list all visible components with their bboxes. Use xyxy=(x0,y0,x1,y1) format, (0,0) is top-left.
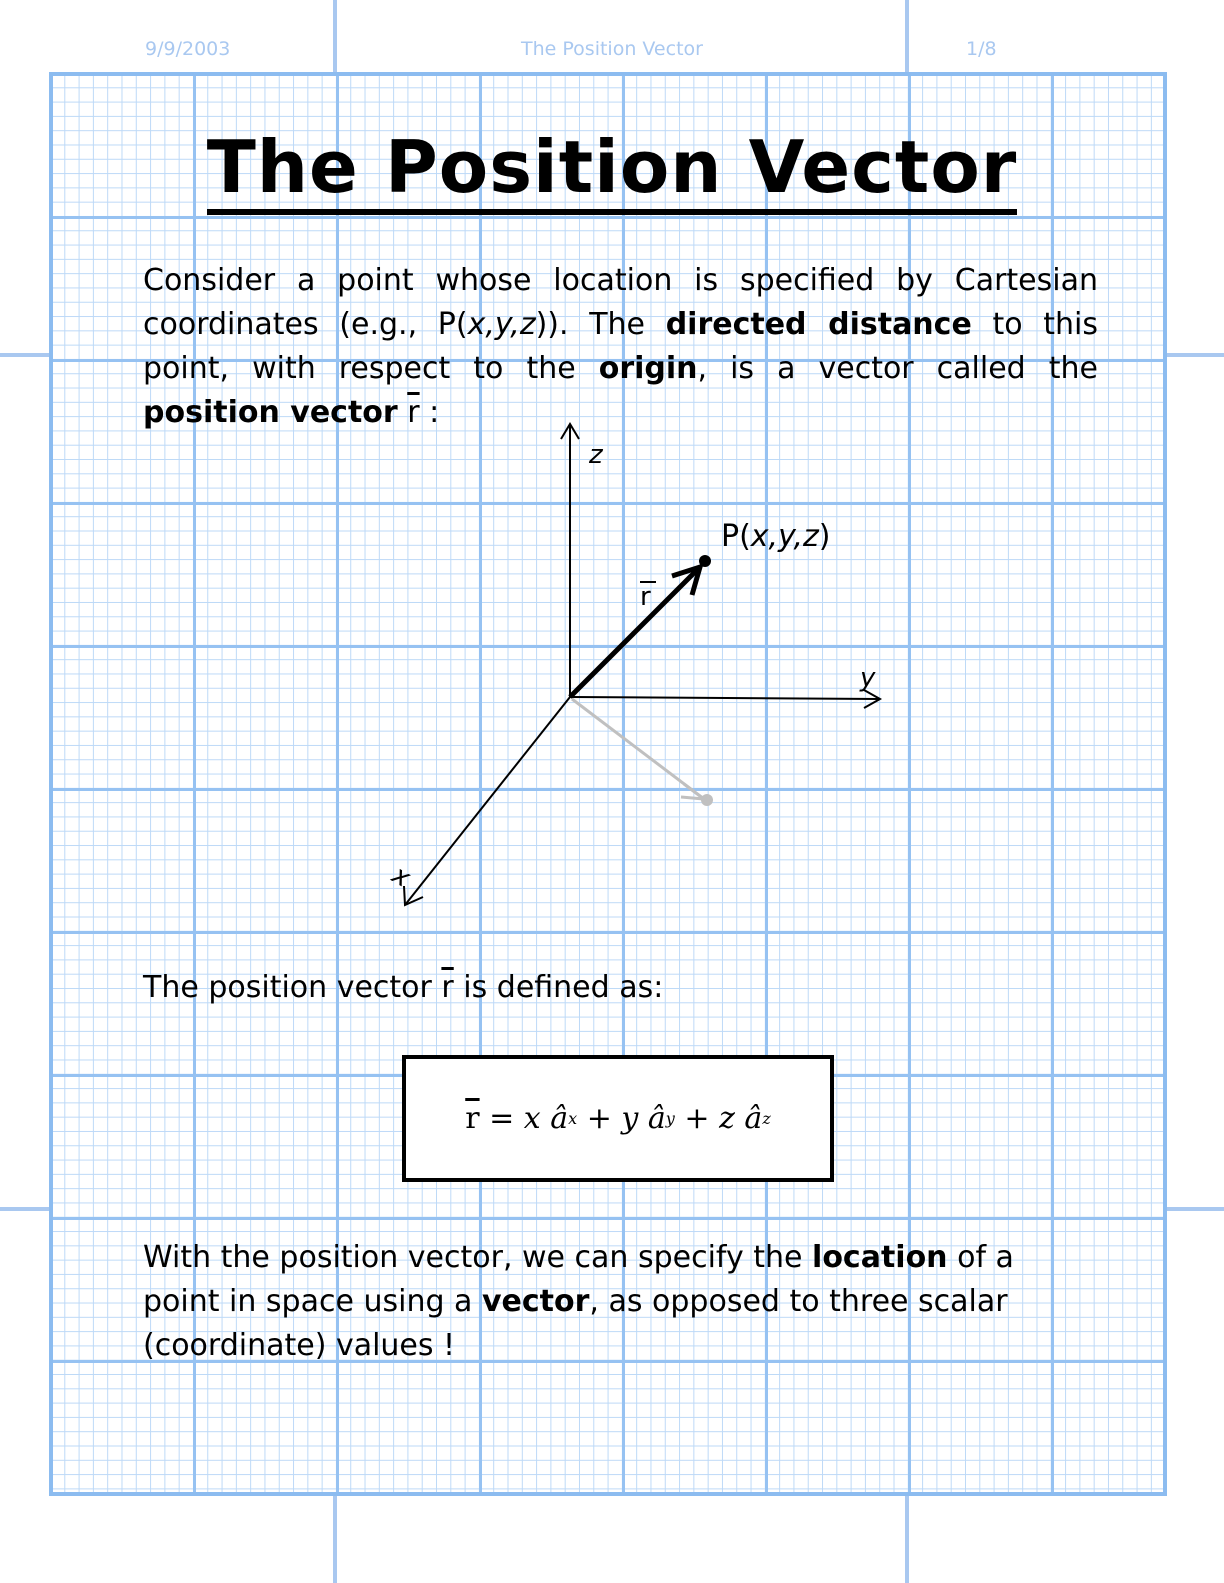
x-axis xyxy=(405,697,570,905)
ghost-vector-arrowhead xyxy=(681,784,704,799)
eq-az: â xyxy=(744,1101,763,1136)
eq-x: x xyxy=(523,1101,541,1136)
vector-r-label: r xyxy=(640,582,651,612)
equation-box xyxy=(402,1055,834,1182)
conclusion-text-1: With the position vector, we can specify the xyxy=(143,1240,813,1275)
intro-coords: x,y,z xyxy=(467,307,536,342)
eq-az-sub: z xyxy=(762,1109,771,1128)
term-position-vector: position vector xyxy=(143,395,398,430)
conclusion-paragraph xyxy=(143,1236,1098,1368)
intro-text-1: Consider a point whose location is specified by Cartesian coordinates (e.g., P( xyxy=(143,263,1098,342)
header-date: 9/9/2003 xyxy=(145,38,231,60)
intro-text-5: : xyxy=(419,395,440,430)
intro-text-4: , is a vector called the xyxy=(697,351,1098,386)
term-location: location xyxy=(812,1240,948,1275)
term-directed-distance: directed distance xyxy=(665,307,972,342)
eq-equals: = xyxy=(479,1101,524,1136)
y-axis-label: y xyxy=(860,663,876,693)
header-title: The Position Vector xyxy=(521,38,703,60)
ghost-point xyxy=(701,794,713,806)
z-axis-label: z xyxy=(589,440,603,470)
eq-ay: â xyxy=(647,1101,666,1136)
term-vector: vector xyxy=(481,1284,590,1319)
eq-ay-sub: y xyxy=(665,1109,675,1128)
y-axis xyxy=(570,697,880,699)
point-p-label: P(x,y,z) xyxy=(721,519,831,554)
eq-plus-2: + xyxy=(674,1101,720,1136)
page-title-text: The Position Vector xyxy=(207,125,1018,215)
conclusion-text-2: of a point in space using a xyxy=(143,1240,1014,1319)
intro-text-2: )). The xyxy=(535,307,666,342)
eq-ax-sub: x xyxy=(568,1109,578,1128)
term-origin: origin xyxy=(598,351,698,386)
position-vector-arrow xyxy=(570,567,700,697)
r-vector-symbol-2: $\overline{r}$ xyxy=(441,970,454,1005)
intro-text-3: to this point, with respect to the xyxy=(143,307,1099,386)
eq-plus-1: + xyxy=(577,1101,622,1136)
r-vector-symbol: $\overline{r}$ xyxy=(407,395,420,430)
eq-z: z xyxy=(719,1101,735,1136)
eq-y: y xyxy=(621,1101,639,1136)
definition-paragraph xyxy=(143,966,1098,1010)
definition-text-1: The position vector xyxy=(143,970,442,1005)
header-page-number: 1/8 xyxy=(966,38,997,60)
conclusion-text-3: , as opposed to three scalar (coordinate) values ! xyxy=(143,1284,1008,1363)
x-axis-label: x xyxy=(386,860,416,894)
eq-ax: â xyxy=(550,1101,569,1136)
eq-r: $\overline{r}$ xyxy=(465,1101,480,1136)
definition-text-2: is defined as: xyxy=(453,970,664,1005)
point-p xyxy=(699,555,711,567)
